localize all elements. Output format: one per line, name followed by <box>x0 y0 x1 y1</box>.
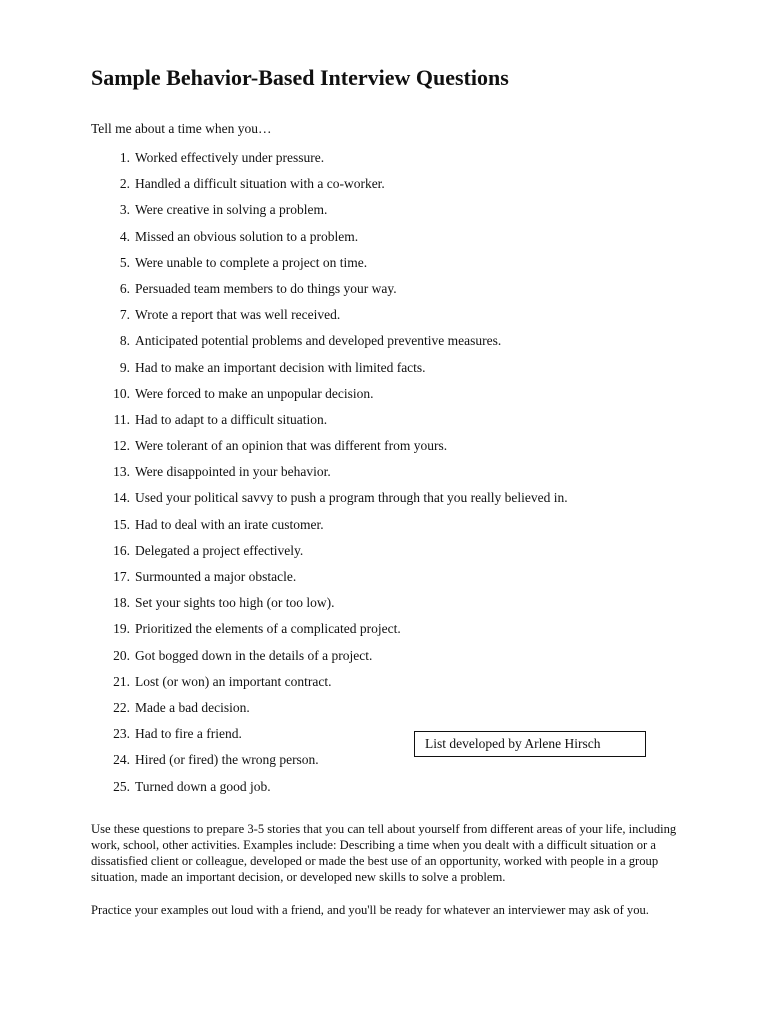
question-item <box>0 306 700 332</box>
question-text: Had to deal with an irate customer. <box>135 516 324 532</box>
question-item <box>0 673 700 699</box>
question-item <box>0 647 700 673</box>
question-number: 16. <box>113 542 130 558</box>
question-item <box>0 699 700 725</box>
question-number: 3. <box>119 202 130 218</box>
instructions-paragraph: Use these questions to prepare 3-5 stories that you can tell about yourself from different areas of your life, including work, school, other activities. Examples include: Describing a time when you dealt with a difficult situation or a dissatisfied client or colleague, developed or made the best use of an opportunity, worked with people in a group situation, made an important decision, or developed new skills to solve a problem. <box>91 822 677 884</box>
question-list <box>0 149 700 804</box>
question-item <box>0 542 700 568</box>
question-text: Had to adapt to a difficult situation. <box>135 411 328 427</box>
question-item <box>0 149 700 175</box>
question-text: Had to fire a friend. <box>135 726 242 742</box>
question-text: Surmounted a major obstacle. <box>135 569 297 584</box>
question-item <box>0 228 700 254</box>
question-number: 22. <box>113 699 130 715</box>
question-text: Had to make an important decision with limited facts. <box>135 359 426 375</box>
credit-box: List developed by Arlene Hirsch <box>414 731 646 757</box>
question-number: 1. <box>119 150 130 165</box>
question-number: 12. <box>113 438 130 454</box>
question-item <box>0 778 700 804</box>
question-text: Wrote a report that was well received. <box>135 307 341 323</box>
question-number: 25. <box>113 778 130 794</box>
question-number: 20. <box>113 647 130 663</box>
question-text: Were forced to make an unpopular decision. <box>135 385 374 401</box>
question-item <box>0 280 700 306</box>
question-item <box>0 516 700 542</box>
question-number: 21. <box>113 673 130 689</box>
question-text: Lost (or won) an important contract. <box>135 673 332 689</box>
question-item <box>0 359 700 385</box>
intro-text: Tell me about a time when you… <box>91 121 272 136</box>
question-item <box>0 594 700 620</box>
question-text: Persuaded team members to do things your way. <box>135 280 397 296</box>
question-number: 7. <box>119 307 130 323</box>
question-text: Handled a difficult situation with a co-worker. <box>135 176 385 192</box>
question-number: 17. <box>113 569 130 584</box>
question-item <box>0 175 700 201</box>
question-text: Hired (or fired) the wrong person. <box>135 752 319 768</box>
question-text: Were disappointed in your behavior. <box>135 464 331 480</box>
question-item <box>0 385 700 411</box>
question-item <box>0 489 700 515</box>
question-item <box>0 437 700 463</box>
question-number: 9. <box>119 359 130 375</box>
question-text: Were tolerant of an opinion that was different from yours. <box>135 438 448 454</box>
closing-paragraph: Practice your examples out loud with a friend, and you'll be ready for whatever an interviewer may ask of you. <box>91 903 649 917</box>
question-number: 6. <box>119 280 130 296</box>
question-item <box>0 620 700 646</box>
question-item <box>0 332 700 358</box>
question-number: 4. <box>119 228 130 244</box>
question-item <box>0 411 700 437</box>
question-number: 13. <box>113 464 130 480</box>
question-text: Were unable to complete a project on time. <box>135 254 368 270</box>
question-number: 10. <box>113 385 130 401</box>
question-number: 8. <box>119 333 130 349</box>
question-text: Used your political savvy to push a program through that you really believed in. <box>135 490 568 506</box>
question-text: Set your sights too high (or too low). <box>135 595 335 611</box>
question-item <box>0 254 700 280</box>
question-item <box>0 568 700 594</box>
question-text: Prioritized the elements of a complicated project. <box>135 621 401 637</box>
question-number: 2. <box>119 176 130 192</box>
question-text: Turned down a good job. <box>135 778 271 794</box>
question-number: 24. <box>113 752 130 768</box>
question-number: 18. <box>113 595 130 611</box>
question-text: Made a bad decision. <box>135 699 250 715</box>
question-number: 19. <box>113 621 130 637</box>
question-text: Got bogged down in the details of a project. <box>135 647 373 663</box>
question-number: 5. <box>119 254 130 270</box>
question-text: Worked effectively under pressure. <box>135 150 325 165</box>
question-item <box>0 201 700 227</box>
question-text: Were creative in solving a problem. <box>135 202 328 218</box>
question-number: 15. <box>113 516 130 532</box>
question-text: Anticipated potential problems and developed preventive measures. <box>135 333 502 349</box>
question-item <box>0 463 700 489</box>
question-number: 23. <box>113 726 130 742</box>
question-number: 11. <box>113 411 130 427</box>
question-text: Missed an obvious solution to a problem. <box>135 228 359 244</box>
question-text: Delegated a project effectively. <box>135 542 304 558</box>
page-title: Sample Behavior-Based Interview Questions <box>91 65 509 90</box>
question-number: 14. <box>113 490 130 506</box>
